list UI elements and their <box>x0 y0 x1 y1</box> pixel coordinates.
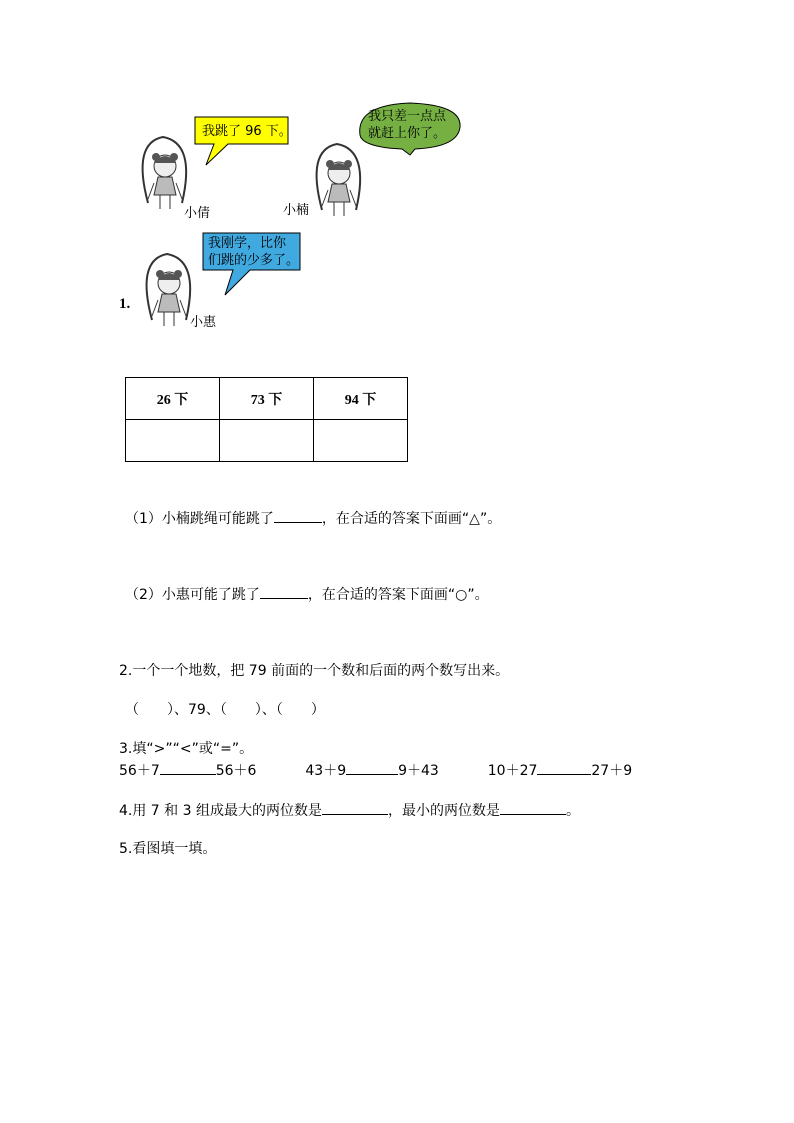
q3-c2-blank[interactable] <box>346 760 398 775</box>
q3-text: 3.填“>”“<”或“=”。 <box>119 741 254 757</box>
q1-sub2-suffix: ，在合适的答案下面画“○”。 <box>307 587 489 603</box>
q4-prefix: 4.用 7 和 3 组成最大的两位数是 <box>119 803 322 819</box>
bubble-3-line2: 们跳的少多了。 <box>208 253 300 268</box>
q4-line <box>119 800 580 820</box>
q5-text: 5.看图填一填。 <box>119 841 217 857</box>
q4-middle: ，最小的两位数是 <box>387 803 500 819</box>
girl-xiaohui-figure <box>147 254 191 326</box>
girl-xiaoqian-figure <box>143 137 187 209</box>
answer-cell-1[interactable] <box>126 420 220 462</box>
q2-answer-line[interactable]: （ ）、79、（ ）、（ ） <box>125 702 325 718</box>
q3-c2-right: 9＋43 <box>398 763 439 779</box>
q1-number: 1. <box>119 296 131 312</box>
speech-bubble-green <box>360 103 460 155</box>
q3-c3-left: 10＋27 <box>487 763 538 779</box>
speech-bubble-blue <box>203 233 300 295</box>
q1-sub1-prefix: （1）小楠跳绳可能跳了 <box>125 511 274 527</box>
bubble-1-text: 我跳了 96 下。 <box>202 124 292 139</box>
bubble-3-line1: 我刚学，比你 <box>208 236 287 251</box>
answer-cell-2[interactable] <box>220 420 314 462</box>
jump-rope-illustration <box>110 95 490 335</box>
q3-c1-blank[interactable] <box>160 760 216 775</box>
q3-c1-left: 56＋7 <box>119 763 160 779</box>
q1-sub2 <box>125 584 489 604</box>
name-xiaoqian: 小倩 <box>184 206 211 221</box>
q1-sub2-blank[interactable] <box>260 584 308 599</box>
bubble-2-line2: 就赶上你了。 <box>368 126 447 141</box>
q4-max-blank[interactable] <box>322 800 388 815</box>
q3-c1-right: 56＋6 <box>215 763 257 779</box>
q1-sub1 <box>125 508 501 528</box>
table-header-cell: 73 下 <box>220 378 314 420</box>
q1-sub1-suffix: ，在合适的答案下面画“△”。 <box>321 511 502 527</box>
answer-table <box>125 377 408 462</box>
table-header-cell: 26 下 <box>126 378 220 420</box>
speech-bubble-yellow <box>195 117 292 165</box>
q3-comparisons <box>119 760 632 780</box>
q2-text: 2.一个一个地数，把 79 前面的一个数和后面的两个数写出来。 <box>119 663 510 679</box>
table-header-row <box>126 378 408 420</box>
name-xiaohui: 小惠 <box>190 315 217 330</box>
q1-sub2-prefix: （2）小惠可能了跳了 <box>125 587 260 603</box>
q3-c3-right: 27＋9 <box>591 763 633 779</box>
bubble-2-line1: 我只差一点点 <box>368 109 447 124</box>
answer-cell-3[interactable] <box>314 420 408 462</box>
q1-sub1-blank[interactable] <box>274 508 322 523</box>
q3-c2-left: 43＋9 <box>305 763 347 779</box>
table-header-cell: 94 下 <box>314 378 408 420</box>
q4-min-blank[interactable] <box>500 800 566 815</box>
table-answer-row <box>126 420 408 462</box>
q3-c3-blank[interactable] <box>537 760 591 775</box>
q4-suffix: 。 <box>565 803 580 819</box>
name-xiaonan: 小楠 <box>283 203 310 218</box>
girl-xiaonan-figure <box>317 144 361 216</box>
